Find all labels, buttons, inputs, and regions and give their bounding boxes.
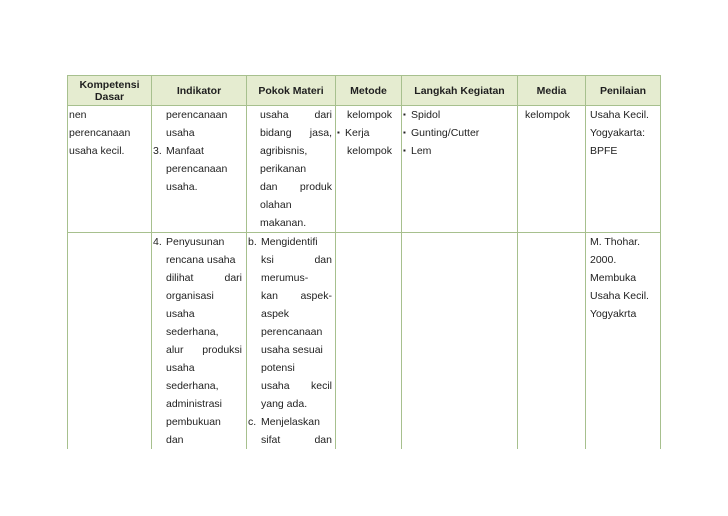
cell-text: Membuka — [590, 272, 637, 284]
cell-langkah-kegiatan — [402, 233, 518, 450]
cell-text: usaha. — [166, 181, 198, 193]
cell-text: BPFE — [590, 145, 618, 157]
header-langkah-kegiatan: Langkah Kegiatan — [402, 76, 518, 106]
list-item — [152, 142, 246, 160]
cell-indikator — [152, 106, 247, 233]
header-kompetensi-dasar: Kompetensi Dasar — [68, 76, 152, 106]
cell-penilaian — [586, 233, 661, 450]
cell-text: aspek — [261, 308, 290, 320]
cell-text: Menjelaskan — [261, 416, 320, 428]
cell-text: Penyusunan — [166, 236, 225, 248]
cell-text: Yogyakrta — [590, 308, 637, 320]
cell-text: Usaha Kecil. — [590, 109, 649, 121]
cell-text: kan aspek- — [261, 290, 332, 302]
cell-text: sederhana, — [166, 326, 219, 338]
cell-text: agribisnis, — [260, 145, 308, 157]
table-row — [68, 233, 661, 450]
list-number: 4. — [153, 236, 162, 248]
cell-media — [518, 233, 586, 450]
cell-text: dan produk — [260, 181, 332, 193]
cell-text: potensi — [261, 362, 295, 374]
cell-text: Usaha Kecil. — [590, 290, 649, 302]
cell-text: Spidol — [411, 109, 441, 121]
syllabus-table-page — [67, 75, 660, 446]
header-penilaian: Penilaian — [586, 76, 661, 106]
header-metode: Metode — [336, 76, 402, 106]
cell-text: kelompok — [347, 109, 392, 121]
header-indikator: Indikator — [152, 76, 247, 106]
cell-text: perencanaan — [166, 163, 228, 175]
header-media: Media — [518, 76, 586, 106]
cell-text: sederhana, — [166, 380, 219, 392]
cell-text: Lem — [411, 145, 432, 157]
cell-text: olahan — [260, 199, 292, 211]
cell-text: rencana usaha — [166, 254, 236, 266]
cell-text: bidang jasa, — [260, 127, 332, 139]
cell-text: organisasi — [166, 290, 214, 302]
cell-kompetensi-dasar — [68, 233, 152, 450]
cell-text: Kerja — [345, 127, 370, 139]
bullet-item — [402, 124, 517, 142]
cell-text: perencanaan — [69, 127, 131, 139]
cell-text: usaha sesuai — [261, 344, 323, 356]
cell-langkah-kegiatan — [402, 106, 518, 233]
cell-media — [518, 106, 586, 233]
cell-text: nen — [69, 109, 87, 121]
cell-penilaian — [586, 106, 661, 233]
cell-text: ksi dan — [261, 254, 332, 266]
cell-indikator — [152, 233, 247, 450]
cell-text: Manfaat — [166, 145, 204, 157]
cell-text: usaha — [166, 308, 195, 320]
cell-pokok-materi — [247, 106, 336, 233]
cell-text: dilihat dari — [166, 272, 242, 284]
list-item — [247, 233, 335, 251]
list-item — [247, 413, 335, 431]
cell-text: usaha kecil. — [69, 145, 125, 157]
bullet-square-icon: ▪ — [403, 128, 406, 137]
cell-text: administrasi — [166, 398, 223, 410]
cell-text: usaha — [166, 127, 195, 139]
bullet-square-icon: ▪ — [337, 128, 340, 137]
cell-text: perencanaan — [166, 109, 228, 121]
cell-pokok-materi — [247, 233, 336, 450]
cell-text: perencanaan — [261, 326, 323, 338]
bullet-square-icon: ▪ — [403, 110, 406, 119]
list-letter: b. — [248, 236, 257, 248]
bullet-square-icon: ▪ — [403, 146, 406, 155]
cell-text: kelompok — [525, 109, 570, 121]
cell-metode — [336, 106, 402, 233]
cell-text: yang ada. — [261, 398, 308, 410]
cell-text: 2000. — [590, 254, 617, 266]
bullet-item — [336, 124, 401, 142]
cell-text: Gunting/Cutter — [411, 127, 480, 139]
bullet-item — [402, 106, 517, 124]
cell-text: perikanan — [260, 163, 307, 175]
list-item — [152, 233, 246, 251]
cell-text: alur produksi — [166, 344, 242, 356]
list-letter: c. — [248, 416, 257, 428]
list-number: 3. — [153, 145, 162, 157]
cell-text: usaha dari — [260, 109, 332, 121]
cell-text: usaha — [166, 362, 195, 374]
cell-text: M. Thohar. — [590, 236, 640, 248]
cell-metode — [336, 233, 402, 450]
syllabus-table — [67, 75, 661, 449]
cell-text: makanan. — [260, 217, 307, 229]
cell-text: usaha kecil — [261, 380, 332, 392]
cell-text: merumus- — [261, 272, 309, 284]
cell-kompetensi-dasar — [68, 106, 152, 233]
cell-text: kelompok — [347, 145, 392, 157]
cell-text: Mengidentifi — [261, 236, 318, 248]
table-row — [68, 106, 661, 233]
cell-text: pembukuan — [166, 416, 221, 428]
cell-text: sifat dan — [261, 434, 332, 446]
header-pokok-materi: Pokok Materi — [247, 76, 336, 106]
table-header-row — [68, 76, 661, 106]
cell-text: Yogyakarta: — [590, 127, 646, 139]
cell-text: dan — [166, 434, 184, 446]
bullet-item — [402, 142, 517, 160]
